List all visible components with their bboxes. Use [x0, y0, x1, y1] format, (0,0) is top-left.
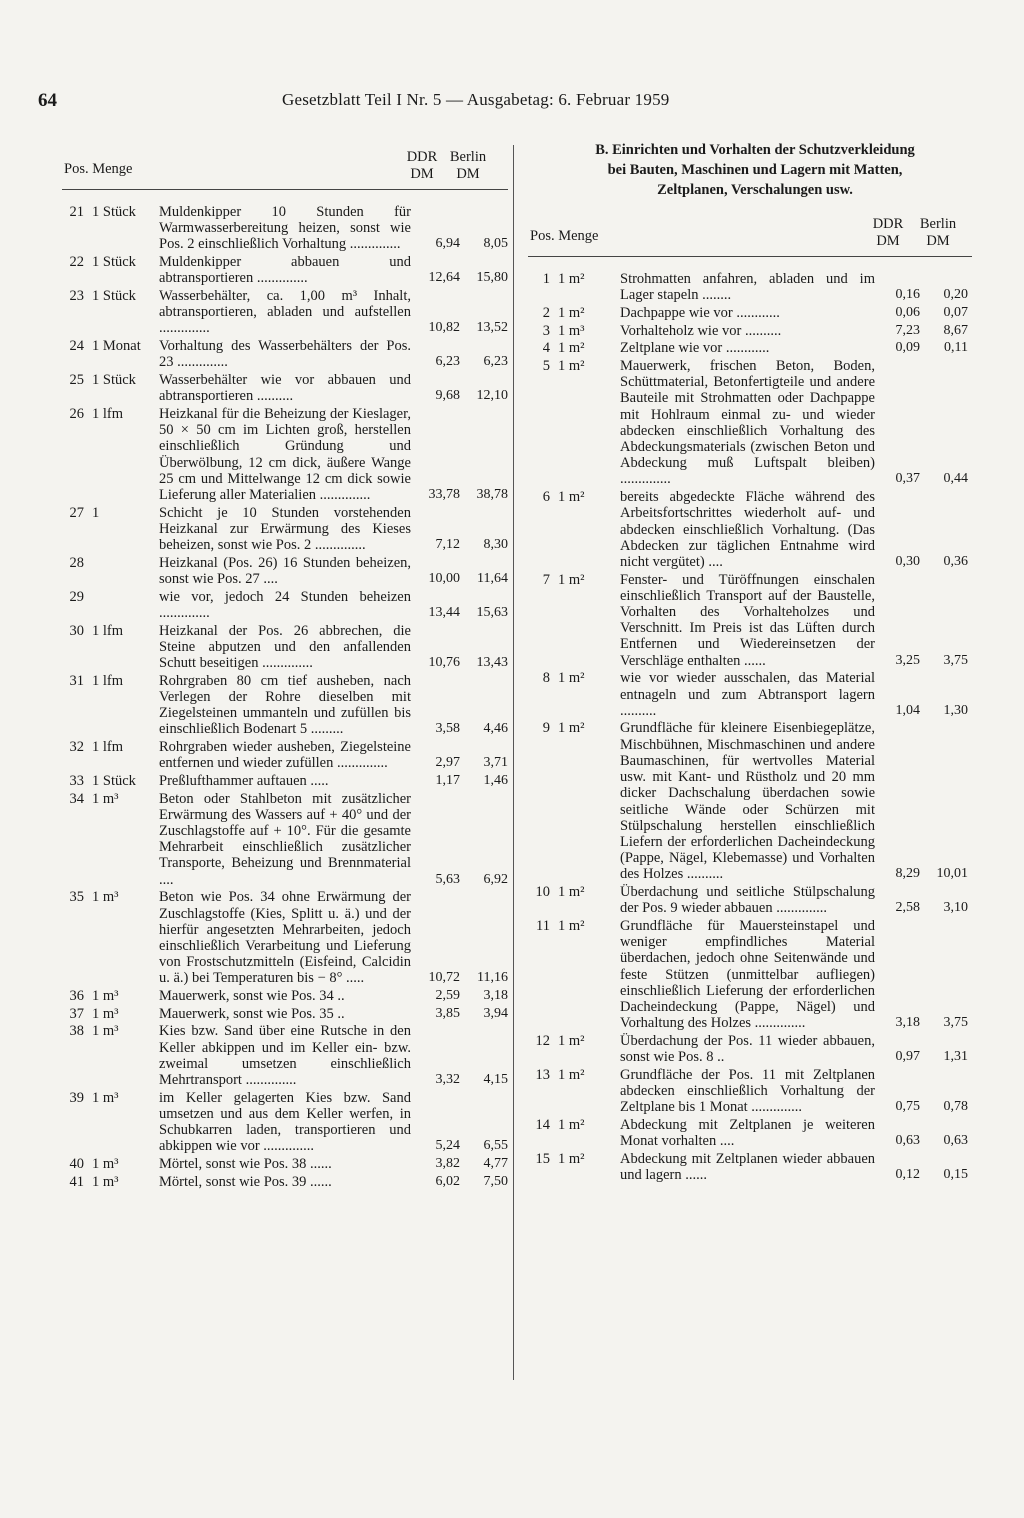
position-number: 27 [69, 504, 84, 521]
table-row [62, 505, 508, 554]
section-title-line: B. Einrichten und Vorhalten der Schutzverkleidung [595, 142, 915, 158]
price-berlin: 15,80 [476, 270, 508, 286]
quantity: 1 [92, 504, 100, 521]
description: Zeltplane wie vor ............ [620, 340, 770, 357]
position-number: 5 [542, 358, 550, 375]
position-number: 13 [535, 1066, 550, 1083]
position-number: 36 [69, 988, 84, 1005]
price-ddr: 33,78 [428, 486, 460, 502]
price-berlin: 1,46 [483, 772, 508, 788]
price-ddr: 2,97 [435, 755, 460, 771]
header-pos-menge: Pos. Menge [64, 161, 133, 177]
position-number: 26 [69, 405, 84, 422]
price-berlin: 3,94 [483, 1005, 508, 1021]
table-row [62, 773, 508, 789]
position-number: 3 [542, 322, 550, 339]
quantity: 1 m³ [92, 889, 119, 906]
table-row [528, 1067, 972, 1116]
quantity: 1 Stück [92, 204, 136, 220]
quantity: 1 m² [558, 720, 585, 737]
description: Rohrgraben wieder ausheben, Ziegelsteine entfernen und wieder zufüllen .............. [159, 739, 411, 772]
price-ddr: 5,24 [435, 1138, 460, 1154]
table-row [528, 918, 972, 1031]
price-ddr: 2,59 [435, 988, 460, 1004]
position-number: 34 [69, 790, 84, 807]
position-number: 24 [69, 338, 84, 355]
description: Abdeckung mit Zeltplanen wieder abbauen und lagern ...... [620, 1150, 875, 1183]
quantity: 1 m² [558, 1150, 585, 1167]
right-row-list [528, 271, 972, 1183]
description: Vorhalteholz wie vor .......... [620, 322, 782, 339]
price-ddr: 0,30 [895, 553, 920, 569]
price-ddr: 3,25 [895, 652, 920, 668]
quantity: 1 m² [558, 670, 585, 687]
description: Muldenkipper abbauen und abtransportieren .............. [159, 254, 411, 287]
quantity: 1 m³ [92, 790, 119, 807]
column-divider [513, 145, 514, 1380]
table-row [62, 372, 508, 404]
description: Wasserbehälter, ca. 1,00 m³ Inhalt, abtransportieren, abladen und aufstellen .............. [159, 288, 411, 337]
description: Heizkanal (Pos. 26) 16 Stunden beheizen, sonst wie Pos. 27 .... [159, 554, 411, 587]
quantity: 1 Stück [92, 372, 136, 389]
description: Strohmatten anfahren, abladen und im Lager stapeln ........ [620, 271, 875, 304]
price-berlin: 3,75 [943, 652, 968, 668]
price-ddr: 10,76 [428, 654, 460, 670]
running-title: Gesetzblatt Teil I Nr. 5 — Ausgabetag: 6. Februar 1959 [282, 90, 670, 109]
position-number: 14 [535, 1116, 550, 1133]
position-number: 38 [69, 1023, 84, 1040]
table-row [62, 254, 508, 286]
table-row [528, 1151, 972, 1183]
description: Grundfläche der Pos. 11 mit Zeltplanen abdecken einschließlich Vorhaltung der Zeltplane bis 1 Monat .............. [620, 1066, 875, 1116]
price-berlin: 0,15 [943, 1166, 968, 1182]
quantity: 1 lfm [92, 405, 124, 422]
table-row [62, 623, 508, 672]
description: Überdachung und seitliche Stülpschalung der Pos. 9 wieder abbauen .............. [620, 884, 875, 917]
price-berlin: 8,30 [483, 537, 508, 553]
position-number: 7 [542, 571, 550, 588]
table-row [528, 489, 972, 570]
table-row [528, 340, 972, 356]
position-number: 41 [69, 1173, 84, 1190]
quantity: 1 m² [558, 1116, 585, 1133]
quantity: 1 lfm [92, 672, 124, 689]
table-row [528, 572, 972, 669]
table-row [62, 1156, 508, 1172]
description: Mauerwerk, frischen Beton, Boden, Schüttmaterial, Betonfertigteile und andere Bauteile mit Strohmatten oder Dachpappe mit Hohlraum einmal zu- und wieder abdecken einschließlich Vorhaltung des Abdeckungsmaterials (zwischen Beton und Abdeckung muß Luftspalt bleiben) .............. [620, 358, 875, 488]
description: Mörtel, sonst wie Pos. 38 ...... [159, 1156, 332, 1173]
price-ddr: 0,16 [895, 287, 920, 303]
left-column [62, 140, 508, 1191]
quantity: 1 m² [558, 917, 585, 934]
price-ddr: 1,04 [895, 702, 920, 718]
header-ddr: DDR DM [872, 216, 904, 249]
price-berlin: 3,71 [483, 755, 508, 771]
price-ddr: 9,68 [435, 388, 460, 404]
position-number: 30 [69, 622, 84, 639]
description: Rohrgraben 80 cm tief ausheben, nach Verlegen der Rohre dieselben mit Ziegelsteinen ummanteln und zufüllen bis einschließlich Bodenart 5 ......... [159, 672, 411, 738]
price-berlin: 0,44 [943, 471, 968, 487]
price-ddr: 2,58 [895, 900, 920, 916]
section-b-title [538, 140, 972, 200]
position-number: 8 [542, 670, 550, 687]
price-berlin: 3,75 [943, 1015, 968, 1031]
position-number: 32 [69, 739, 84, 755]
position-number: 4 [542, 340, 550, 357]
price-ddr: 3,85 [435, 1005, 460, 1021]
price-ddr: 12,64 [428, 270, 460, 286]
price-berlin: 3,18 [483, 988, 508, 1004]
header-pos-menge: Pos. Menge [530, 228, 599, 244]
price-ddr: 0,37 [895, 471, 920, 487]
header-rule [528, 256, 972, 257]
price-ddr: 10,82 [428, 320, 460, 336]
description: Heizkanal der Pos. 26 abbrechen, die Steine abputzen und den anfallenden Schutt beseitigen .............. [159, 622, 411, 671]
position-number: 1 [542, 271, 550, 287]
price-berlin: 11,64 [477, 570, 508, 586]
header-rule [62, 189, 508, 190]
description: wie vor, jedoch 24 Stunden beheizen .............. [159, 588, 411, 621]
price-ddr: 0,06 [895, 304, 920, 320]
price-berlin: 0,36 [943, 553, 968, 569]
price-berlin: 1,31 [943, 1049, 968, 1065]
price-ddr: 0,75 [895, 1099, 920, 1115]
table-row [62, 1174, 508, 1190]
price-berlin: 38,78 [476, 486, 508, 502]
price-berlin: 15,63 [476, 604, 508, 620]
quantity: 1 lfm [92, 622, 124, 639]
position-number: 25 [69, 372, 84, 389]
quantity: 1 lfm [92, 739, 124, 755]
price-berlin: 0,20 [943, 287, 968, 303]
description: Abdeckung mit Zeltplanen je weiteren Monat vorhalten .... [620, 1116, 875, 1150]
section-title-line: bei Bauten, Maschinen und Lagern mit Matten, [607, 162, 903, 178]
quantity: 1 m² [558, 358, 585, 375]
quantity: 1 m² [558, 1066, 585, 1083]
quantity: 1 m² [558, 489, 585, 506]
table-header [528, 212, 972, 252]
position-number: 40 [69, 1156, 84, 1173]
description: Überdachung der Pos. 11 wieder abbauen, sonst wie Pos. 8 .. [620, 1032, 875, 1066]
position-number: 15 [535, 1150, 550, 1167]
price-berlin: 7,50 [483, 1173, 508, 1189]
table-header [62, 145, 508, 185]
table-row [62, 406, 508, 503]
table-row [528, 323, 972, 339]
description: Preßlufthammer auftauen ..... [159, 772, 329, 789]
quantity: 1 m³ [92, 1023, 119, 1040]
price-ddr: 10,72 [428, 970, 460, 986]
quantity: 1 m² [558, 340, 585, 357]
table-row [62, 1023, 508, 1088]
description: Mauerwerk, sonst wie Pos. 34 .. [159, 988, 345, 1005]
quantity: 1 Stück [92, 288, 136, 305]
table-row [528, 305, 972, 321]
quantity: 1 Stück [92, 772, 136, 789]
quantity: 1 m³ [92, 1173, 119, 1190]
table-row [62, 889, 508, 986]
position-number: 37 [69, 1005, 84, 1022]
description: Wasserbehälter wie vor abbauen und abtransportieren .......... [159, 372, 411, 405]
price-berlin: 4,77 [483, 1156, 508, 1172]
price-berlin: 13,43 [476, 654, 508, 670]
quantity: 1 m³ [92, 1089, 119, 1106]
header-ddr: DDR DM [406, 149, 438, 182]
table-row [62, 673, 508, 738]
price-berlin: 4,46 [483, 721, 508, 737]
table-row [62, 555, 508, 587]
price-berlin: 4,15 [483, 1072, 508, 1088]
position-number: 11 [536, 917, 550, 934]
position-number: 23 [69, 288, 84, 305]
price-ddr: 3,32 [435, 1072, 460, 1088]
price-ddr: 0,12 [895, 1166, 920, 1182]
position-number: 21 [69, 204, 84, 220]
price-ddr: 3,82 [435, 1156, 460, 1172]
description: wie vor wieder ausschalen, das Material entnageln und zum Abtransport lagern .......... [620, 670, 875, 719]
description: Grundfläche für kleinere Eisenbiegeplätze, Mischbühnen, Mischmaschinen und andere Baumaschinen, für wertvolles Material usw. mit Kant- und Rüstholz und 20 mm dicker Dachschalung überdachen sowie seitliche Wände oder Schürzen mit Stülpschalung herstellen einschließlich Liefern der erforderlichen Dacheindeckung (Pappe, Nägel, Klebemasse) und Vorhalten des Holzes .......... [620, 720, 875, 883]
table-row [528, 884, 972, 916]
price-berlin: 6,55 [483, 1138, 508, 1154]
position-number: 35 [69, 889, 84, 906]
quantity: 1 Stück [92, 254, 136, 271]
quantity: 1 m² [558, 271, 585, 287]
table-row [528, 1117, 972, 1149]
position-number: 22 [69, 254, 84, 271]
description: Dachpappe wie vor ............ [620, 304, 780, 321]
quantity: 1 Monat [92, 338, 141, 355]
price-berlin: 6,23 [483, 354, 508, 370]
table-row [62, 589, 508, 621]
description: Kies bzw. Sand über eine Rutsche in den Keller abkippen und im Keller ein- bzw. zweimal umsetzen einschließlich Mehrtransport .............. [159, 1023, 411, 1089]
price-ddr: 7,23 [895, 322, 920, 338]
table-row [62, 988, 508, 1004]
quantity: 1 m² [558, 304, 585, 321]
price-ddr: 5,63 [435, 871, 460, 887]
quantity: 1 m² [558, 571, 585, 588]
description: Mörtel, sonst wie Pos. 39 ...... [159, 1173, 332, 1190]
price-berlin: 1,30 [943, 702, 968, 718]
price-ddr: 10,00 [428, 570, 460, 586]
position-number: 9 [542, 720, 550, 737]
quantity: 1 m² [558, 884, 585, 901]
quantity: 1 m² [558, 1032, 585, 1049]
position-number: 33 [69, 772, 84, 789]
price-berlin: 10,01 [936, 866, 968, 882]
quantity: 1 m³ [92, 1156, 119, 1173]
table-row [62, 288, 508, 337]
table-row [62, 791, 508, 888]
price-ddr: 6,23 [435, 354, 460, 370]
table-row [528, 1033, 972, 1065]
position-number: 6 [542, 489, 550, 506]
description: Heizkanal für die Beheizung der Kieslager, 50 × 50 cm im Lichten groß, herstellen einschließlich Gründung und Überwölbung, 12 cm dick, äußere Wange 25 cm und Mittelwange 12 cm dick sowie Lieferung aller Materialien .............. [159, 405, 411, 503]
description: Fenster- und Türöffnungen einschalen einschließlich Transport auf der Baustelle, Vorhalten des Vorhalteholzes und Verschnitt. Im Preis ist das Lüften durch Entfernen und Wiedereinsetzen der Verschläge enthalten ...... [620, 571, 875, 669]
description: Schicht je 10 Stunden vorstehenden Heizkanal zur Erwärmung des Kieses beheizen, sonst wie Pos. 2 .............. [159, 504, 411, 554]
position-number: 31 [69, 672, 84, 689]
header-berlin: Berlin DM [449, 149, 487, 182]
quantity: 1 m³ [92, 988, 119, 1005]
right-column [528, 140, 972, 1185]
price-ddr: 1,17 [435, 772, 460, 788]
table-row [62, 739, 508, 771]
price-berlin: 3,10 [943, 900, 968, 916]
table-row [62, 1006, 508, 1022]
position-number: 2 [542, 304, 550, 321]
price-berlin: 0,78 [943, 1099, 968, 1115]
description: im Keller gelagerten Kies bzw. Sand umsetzen und aus dem Keller werfen, in Schubkarren laden, transportieren und abkippen wie vor .............. [159, 1089, 411, 1155]
description: Vorhaltung des Wasserbehälters der Pos. 23 .............. [159, 338, 411, 371]
table-row [528, 271, 972, 303]
quantity: 1 m³ [558, 322, 585, 339]
description: Beton oder Stahlbeton mit zusätzlicher Erwärmung des Wassers auf + 40° und der Zuschlagstoffe auf + 10°. Für die gesamte Mehrarbeit einschließlich zusätzlicher Transporte, Beheizung und Brennmaterial .... [159, 790, 411, 888]
description: Mauerwerk, sonst wie Pos. 35 .. [159, 1005, 345, 1022]
page-header [38, 88, 978, 118]
price-ddr: 3,58 [435, 721, 460, 737]
description: bereits abgedeckte Fläche während des Arbeitsfortschrittes wiederholt auf- und abdecken einschließlich Vorhaltung. (Das Abdecken zur täglichen Entnahme wird nicht vergütet) .... [620, 489, 875, 570]
position-number: 28 [69, 554, 84, 571]
price-berlin: 12,10 [476, 388, 508, 404]
price-ddr: 6,94 [435, 236, 460, 252]
position-number: 39 [69, 1089, 84, 1106]
price-ddr: 7,12 [435, 537, 460, 553]
price-berlin: 6,92 [483, 871, 508, 887]
price-ddr: 3,18 [895, 1015, 920, 1031]
price-ddr: 13,44 [428, 604, 460, 620]
table-row [62, 204, 508, 253]
price-ddr: 0,09 [895, 340, 920, 356]
description: Muldenkipper 10 Stunden für Warmwasserbereitung heizen, sonst wie Pos. 2 einschließlich Vorhaltung .............. [159, 204, 411, 253]
price-ddr: 0,63 [895, 1133, 920, 1149]
price-berlin: 13,52 [476, 320, 508, 336]
quantity: 1 m³ [92, 1005, 119, 1022]
table-row [528, 720, 972, 882]
price-ddr: 6,02 [435, 1173, 460, 1189]
price-ddr: 0,97 [895, 1049, 920, 1065]
position-number: 12 [535, 1032, 550, 1049]
position-number: 10 [535, 884, 550, 901]
table-row [528, 670, 972, 719]
price-ddr: 8,29 [895, 866, 920, 882]
position-number: 29 [69, 588, 84, 605]
price-berlin: 11,16 [477, 970, 508, 986]
header-berlin: Berlin DM [919, 216, 957, 249]
price-berlin: 0,07 [943, 304, 968, 320]
table-row [62, 338, 508, 370]
price-berlin: 0,11 [944, 340, 968, 356]
left-row-list [62, 204, 508, 1190]
table-row [528, 358, 972, 488]
section-title-line: Zeltplanen, Verschalungen usw. [657, 182, 853, 198]
description: Beton wie Pos. 34 ohne Erwärmung der Zuschlagstoffe (Kies, Splitt u. ä.) und der hierfür angesetzten Mehrarbeiten, jedoch einschließlich Verarbeitung und Lieferung von Frostschutzmitteln (Eisfeind, Calcidin u. ä.) bei Temperaturen bis − 8° ..... [159, 889, 411, 987]
price-berlin: 8,05 [483, 236, 508, 252]
price-berlin: 0,63 [943, 1133, 968, 1149]
table-row [62, 1090, 508, 1155]
page-number: 64 [38, 90, 57, 111]
description: Grundfläche für Mauersteinstapel und weniger empfindliches Material überdachen, jedoch ohne Seitenwände und feste Stützen (unmittelbar aufliegen) einschließlich Lieferung der erforderlichen Dacheindeckung (Pappe, Nägel) und Vorhaltung des Holzes .............. [620, 917, 875, 1032]
price-berlin: 8,67 [943, 322, 968, 338]
